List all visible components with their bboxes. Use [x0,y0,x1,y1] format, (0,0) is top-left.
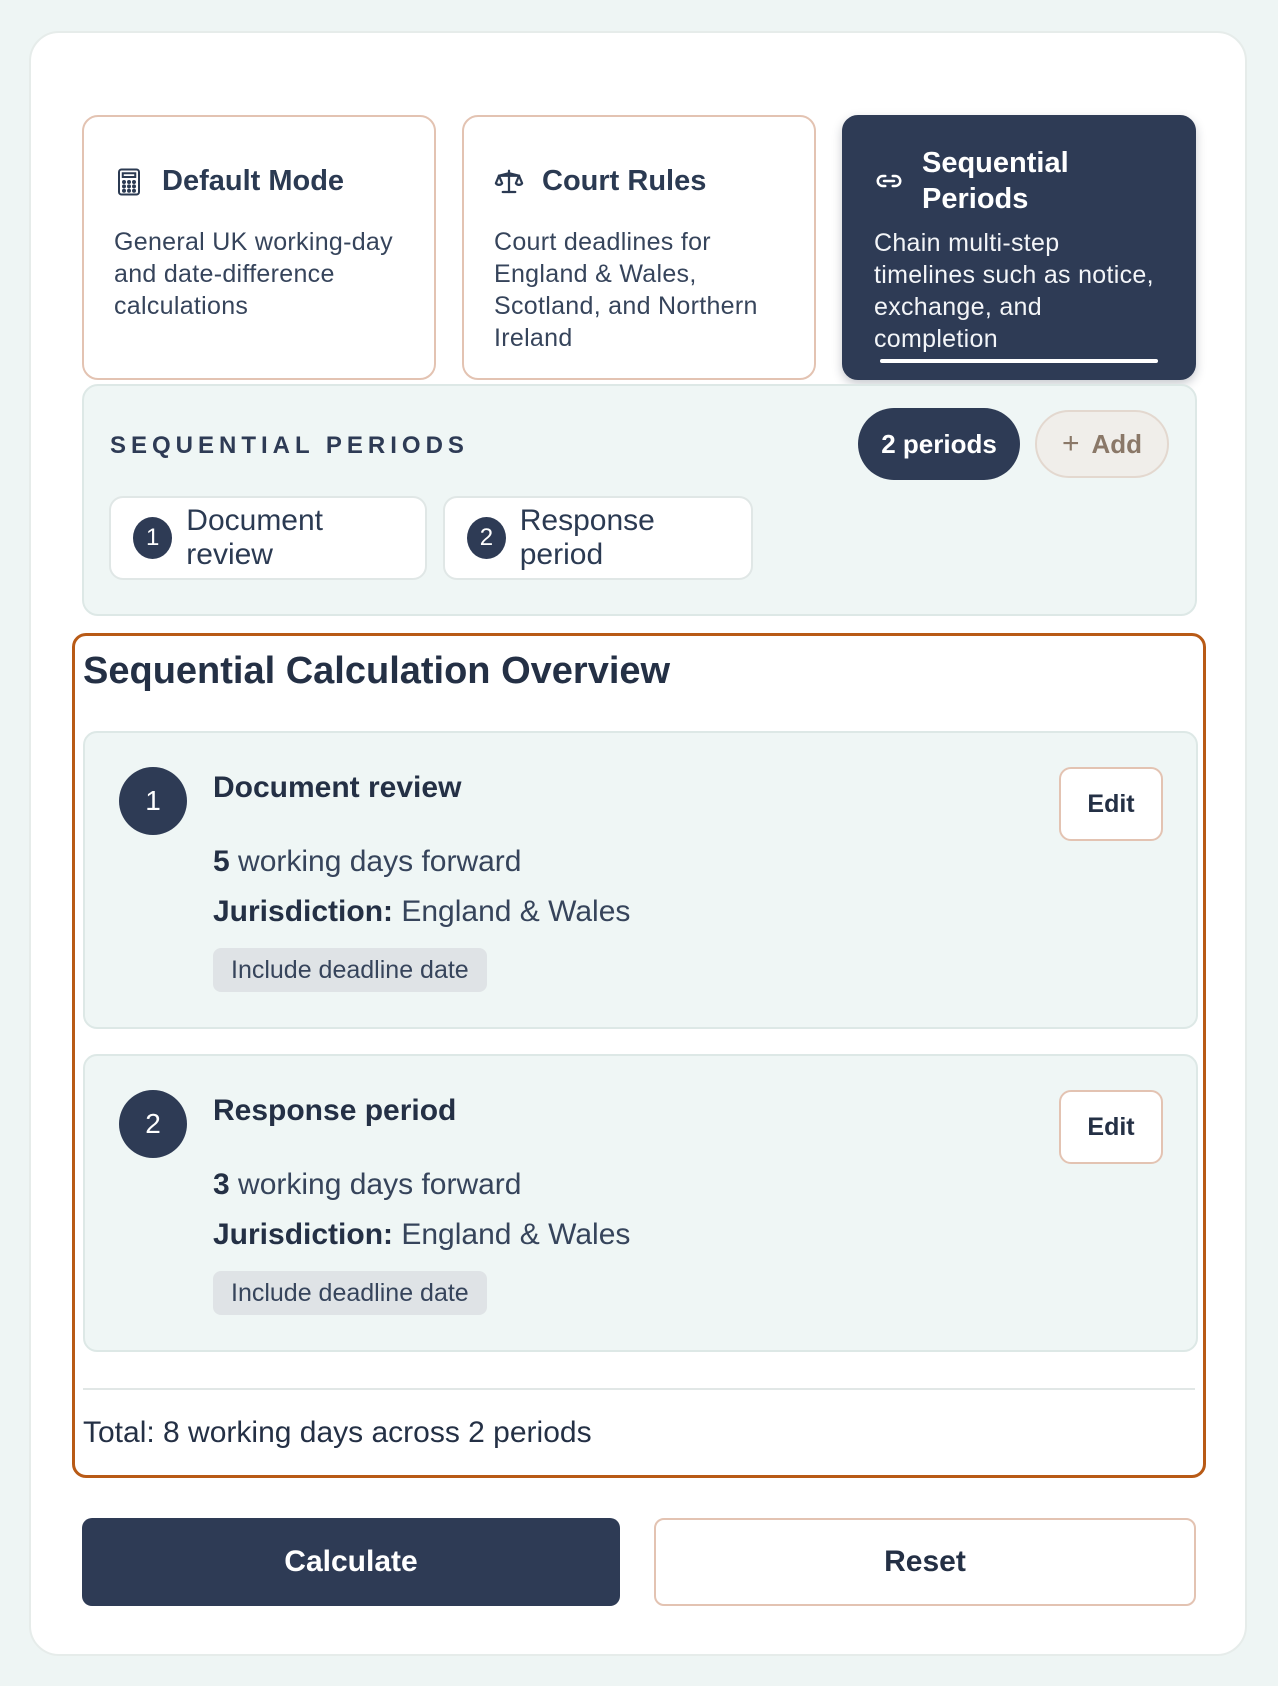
period-name: Response period [213,1094,457,1127]
period-days-text: working days forward [238,1168,522,1201]
section-label: SEQUENTIAL PERIODS [110,432,469,459]
plus-icon: + [1061,427,1080,460]
period-chip[interactable] [109,496,427,580]
mode-court-rules[interactable] [462,115,816,380]
mode-title: Court Rules [542,165,707,197]
calculator-card [29,31,1247,1656]
jurisdiction-value: England & Wales [401,1218,631,1251]
edit-button[interactable]: Edit [1059,1090,1163,1164]
period-days: 5 [213,845,230,878]
total-summary: Total: 8 working days across 2 periods [83,1416,592,1449]
period-jurisdiction [213,1218,630,1252]
chip-number: 1 [133,517,172,559]
period-name: Document review [213,771,462,804]
mode-sequential-periods[interactable] [842,115,1196,380]
calculation-overview [72,633,1206,1478]
active-indicator [880,359,1158,363]
mode-title: Sequential Periods [922,147,1069,215]
period-duration [213,1168,521,1202]
period-number: 1 [119,767,187,835]
period-count-badge: 2 periods [858,408,1020,480]
chip-label: Response period [519,504,655,571]
reset-button[interactable]: Reset [654,1518,1196,1606]
calculate-button[interactable]: Calculate [82,1518,620,1606]
mode-description: Chain multi-step timelines such as notice, exchange, and completion [874,229,1154,353]
period-number: 2 [119,1090,187,1158]
period-days-text: working days forward [238,845,522,878]
edit-button[interactable]: Edit [1059,767,1163,841]
period-card [83,1054,1198,1352]
mode-description: Court deadlines for England & Wales, Scotland, and Northern Ireland [494,228,758,352]
period-chip[interactable] [443,496,753,580]
period-days: 3 [213,1168,230,1201]
chip-number: 2 [467,517,506,559]
jurisdiction-value: England & Wales [401,895,631,928]
period-jurisdiction [213,895,630,929]
add-period-button[interactable] [1035,410,1169,478]
mode-title: Default Mode [162,165,345,197]
chip-label: Document review [186,504,324,571]
link-icon [874,166,904,196]
include-deadline-tag: Include deadline date [213,948,487,992]
mode-description: General UK working-day and date-difference calculations [114,228,393,320]
period-duration [213,845,521,879]
calculator-icon [114,167,144,197]
add-label: Add [1091,428,1143,459]
overview-title: Sequential Calculation Overview [83,650,671,692]
sequential-periods-panel [82,384,1197,616]
divider [83,1388,1195,1390]
include-deadline-tag: Include deadline date [213,1271,487,1315]
jurisdiction-label: Jurisdiction: [213,1218,394,1251]
jurisdiction-label: Jurisdiction: [213,895,394,928]
scales-icon [494,167,524,197]
mode-default[interactable] [82,115,436,380]
period-card [83,731,1198,1029]
